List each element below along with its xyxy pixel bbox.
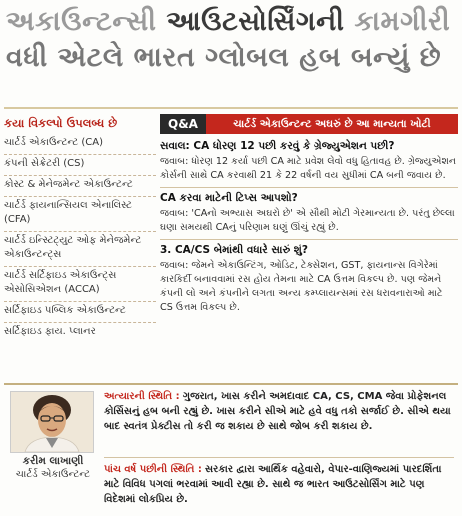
qa-separator bbox=[160, 239, 458, 240]
headline-line-2: વધી એટલે ભારત ગ્લોબલ હબ બન્યું છે bbox=[6, 42, 442, 74]
option-item: સર્ટિફાઇડ પબ્લિક એકાઉન્ટન્ટ bbox=[4, 302, 156, 323]
current-status-text: ગુજરાત, ખાસ કરીને અમદાવાદ CA, CS, CMA જેવા પ્રોફેશનલ કોર્સિસનું હબ બની રહ્યું છે. ખાસ કરીને સીએ માટે હવે વધુ તકો સર્જાઈ છે. સીએ થયા બાદ સ્વતંત્ર પ્રેક્ટીસ તો કરી જ શકાય છે સાથે જોબ કરી શકાય છે. bbox=[104, 391, 451, 432]
headline bbox=[6, 6, 458, 75]
qa-header-bar bbox=[160, 114, 458, 134]
option-item: કંપની સેક્રેટરી (CS) bbox=[4, 155, 156, 176]
headline-line-1-dark: આઉટસોર્સિંગની bbox=[156, 6, 345, 37]
qa-column bbox=[160, 114, 458, 319]
option-item: ચાર્ટર્ડ સર્ટિફાઇડ એકાઉન્ટ્સ એસોસિએશન (ACCA) bbox=[4, 267, 156, 302]
current-status bbox=[104, 389, 454, 434]
option-item: સર્ટિફાઇડ ફાય. પ્લાનર bbox=[4, 326, 96, 337]
future-status bbox=[104, 457, 454, 507]
qa-answer: જવાબ: જેમને એકાઉન્ટિંગ, ઓડિટ, ટેક્સેશન, GST, ફાયનાન્સ વિગેરેમાં કારકિર્દી બનાવવામાં રસ હોય તેમના માટે CA ઉત્તમ વિકલ્પ છે. પણ જેમને કંપની લો અને કંપનીને લગતા અન્ય કમ્પ્લાયન્સમાં રસ ધરાવનારાઓ માટે CS ઉત્તમ વિકલ્પ છે. bbox=[160, 260, 443, 313]
future-status-text: સરકાર દ્વારા આર્થિક વહેવારો, વેપાર-વાણિજ્યમાં પારદર્શિતા માટે વિવિધ પગલાં ભરવામાં આવી રહ્યા છે. સાથે જ ભારત આઉટસોર્સિંગ માટે પણ વિદેશમાં લોકપ્રિય છે. bbox=[104, 464, 442, 505]
headline-line-1 bbox=[6, 6, 458, 38]
headline-divider bbox=[4, 107, 458, 109]
options-column bbox=[4, 112, 156, 343]
option-item: ચાર્ટર્ડ ઇન્સ્ટિટ્યુટ ઓફ મેનેજમેન્ટ એકાઉન્ટન્ટ્સ bbox=[4, 232, 156, 267]
current-status-label: અત્યારની સ્થિતિ : bbox=[104, 391, 180, 402]
options-title: કયા વિકલ્પો ઉપલબ્ધ છે bbox=[4, 116, 118, 130]
author-role: ચાર્ટર્ડ એકાઉન્ટન્ટ bbox=[15, 469, 91, 480]
option-item: ચાર્ટર્ડ એકાઉન્ટન્ટ (CA) bbox=[4, 134, 156, 155]
option-item: કોસ્ટ & મેનેજમેન્ટ એકાઉન્ટન્ટ bbox=[4, 176, 156, 197]
qa-answer: જવાબ: ધોરણ 12 કર્યા પછી CA માટે પ્રવેશ લેવો વધુ હિતાવહ છે. ગ્રેજ્યુએશન કોર્સની સાથે CA કરવાથી 21 કે 22 વર્ષની વય સુધીમાં CA બની જવાય છે. bbox=[160, 156, 457, 181]
author-byline bbox=[8, 455, 98, 481]
option-item: ચાર્ટર્ડ ફાયનાન્સિયલ એનાલિસ્ટ (CFA) bbox=[4, 197, 156, 232]
headline-line-1-suffix: કામગીરી bbox=[344, 6, 451, 37]
author-name: કરીમ લાખાણી bbox=[22, 455, 84, 467]
author-portrait-icon bbox=[11, 392, 93, 452]
qa-question: સવાલ: CA ધોરણ 12 પછી કરવું કે ગ્રેજ્યુએશન પછી? bbox=[160, 140, 395, 152]
future-status-label: પાંચ વર્ષ પછીની સ્થિતિ : bbox=[104, 464, 202, 475]
bottom-section bbox=[4, 383, 458, 515]
author-photo bbox=[10, 391, 94, 453]
headline-line-1-prefix: અકાઉન્ટન્સી bbox=[6, 6, 157, 37]
qa-header-text: ચાર્ટર્ડ એકાઉન્ટન્ટ અઘરું છે આ માન્યતા ખોટી bbox=[206, 114, 458, 134]
qa-question: 3. CA/CS બેમાંથી વધારે સારું શું? bbox=[160, 244, 308, 256]
qa-answer: જવાબ: 'CAનો અભ્યાસ અઘરો છે' એ સૌથી મોટી ગેરમાન્યતા છે. પરંતુ છેલ્લા ઘણા સમયથી CAનું પરિણામ ઘણું ઊંચું રહ્યું છે. bbox=[160, 208, 455, 233]
qa-question: CA કરવા માટેની ટિપ્સ આપશો? bbox=[160, 192, 298, 204]
qa-separator bbox=[160, 187, 458, 188]
qa-tag: Q&A bbox=[160, 114, 206, 134]
